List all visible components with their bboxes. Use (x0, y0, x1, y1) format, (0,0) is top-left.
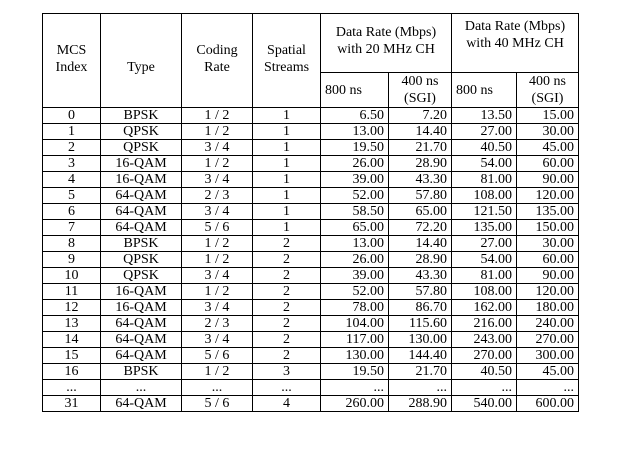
rate-40mhz-400ns-cell: 135.00 (517, 204, 579, 220)
mcs-index-cell: 8 (43, 236, 101, 252)
rate-20mhz-400ns-cell: 57.80 (389, 188, 452, 204)
rate-40mhz-400ns-cell: 45.00 (517, 364, 579, 380)
coding-rate-cell: 2 / 3 (182, 188, 253, 204)
rate-40mhz-400ns-cell: 600.00 (517, 396, 579, 412)
modulation-type-cell: 16-QAM (101, 156, 182, 172)
modulation-type-cell: 64-QAM (101, 396, 182, 412)
rate-40mhz-800ns-cell: 54.00 (452, 252, 517, 268)
coding-rate-cell: ... (182, 380, 253, 396)
coding-rate-cell: 1 / 2 (182, 252, 253, 268)
modulation-type-cell: 64-QAM (101, 220, 182, 236)
mcs-index-cell: 31 (43, 396, 101, 412)
modulation-type-cell: QPSK (101, 252, 182, 268)
mcs-index-cell: 12 (43, 300, 101, 316)
mcs-index-cell: ... (43, 380, 101, 396)
mcs-index-cell: 4 (43, 172, 101, 188)
rate-40mhz-800ns-cell: ... (452, 380, 517, 396)
rate-40mhz-400ns-cell: 180.00 (517, 300, 579, 316)
table-row (43, 172, 579, 188)
spatial-streams-cell: 2 (253, 236, 321, 252)
mcs-index-cell: 2 (43, 140, 101, 156)
rate-40mhz-800ns-cell: 162.00 (452, 300, 517, 316)
rate-40mhz-400ns-cell: 150.00 (517, 220, 579, 236)
rate-40mhz-800ns-cell: 108.00 (452, 188, 517, 204)
rate-20mhz-400ns-cell: 130.00 (389, 332, 452, 348)
header-spatial-streams: Spatial Streams (253, 14, 321, 108)
spatial-streams-cell: 2 (253, 332, 321, 348)
modulation-type-cell: 64-QAM (101, 204, 182, 220)
rate-20mhz-400ns-cell: 21.70 (389, 364, 452, 380)
rate-40mhz-800ns-cell: 13.50 (452, 108, 517, 124)
table-row (43, 348, 579, 364)
table-row (43, 220, 579, 236)
spatial-streams-cell: 1 (253, 156, 321, 172)
rate-40mhz-400ns-cell: 60.00 (517, 156, 579, 172)
modulation-type-cell: 64-QAM (101, 332, 182, 348)
header-row-top (43, 14, 579, 73)
coding-rate-cell: 3 / 4 (182, 172, 253, 188)
rate-20mhz-400ns-cell: 115.60 (389, 316, 452, 332)
spatial-streams-cell: 3 (253, 364, 321, 380)
spatial-streams-cell: 1 (253, 124, 321, 140)
table-row (43, 380, 579, 396)
rate-20mhz-800ns-cell: 65.00 (321, 220, 389, 236)
rate-20mhz-400ns-cell: ... (389, 380, 452, 396)
rate-40mhz-800ns-cell: 270.00 (452, 348, 517, 364)
table-row (43, 252, 579, 268)
table-row (43, 300, 579, 316)
header-group-20mhz: Data Rate (Mbps) with 20 MHz CH (321, 14, 452, 73)
spatial-streams-cell: 1 (253, 108, 321, 124)
rate-20mhz-400ns-cell: 57.80 (389, 284, 452, 300)
rate-20mhz-800ns-cell: 58.50 (321, 204, 389, 220)
modulation-type-cell: 16-QAM (101, 172, 182, 188)
mcs-index-cell: 9 (43, 252, 101, 268)
rate-20mhz-800ns-cell: 52.00 (321, 188, 389, 204)
table-row (43, 108, 579, 124)
spatial-streams-cell: ... (253, 380, 321, 396)
rate-20mhz-400ns-cell: 14.40 (389, 124, 452, 140)
rate-20mhz-400ns-cell: 86.70 (389, 300, 452, 316)
rate-20mhz-800ns-cell: 39.00 (321, 172, 389, 188)
header-coding-rate: Coding Rate (182, 14, 253, 108)
coding-rate-cell: 5 / 6 (182, 220, 253, 236)
modulation-type-cell: QPSK (101, 268, 182, 284)
modulation-type-cell: BPSK (101, 236, 182, 252)
table-row (43, 124, 579, 140)
header-group-40mhz: Data Rate (Mbps) with 40 MHz CH (452, 14, 579, 73)
mcs-index-cell: 15 (43, 348, 101, 364)
header-40mhz-800ns: 800 ns (452, 73, 517, 108)
table-row (43, 140, 579, 156)
modulation-type-cell: 64-QAM (101, 348, 182, 364)
rate-40mhz-400ns-cell: 90.00 (517, 268, 579, 284)
rate-40mhz-400ns-cell: ... (517, 380, 579, 396)
rate-20mhz-400ns-cell: 72.20 (389, 220, 452, 236)
rate-20mhz-800ns-cell: 26.00 (321, 252, 389, 268)
rate-20mhz-800ns-cell: 39.00 (321, 268, 389, 284)
rate-20mhz-800ns-cell: 26.00 (321, 156, 389, 172)
coding-rate-cell: 1 / 2 (182, 124, 253, 140)
rate-40mhz-800ns-cell: 108.00 (452, 284, 517, 300)
spatial-streams-cell: 2 (253, 348, 321, 364)
mcs-index-cell: 6 (43, 204, 101, 220)
rate-20mhz-400ns-cell: 43.30 (389, 268, 452, 284)
spatial-streams-cell: 1 (253, 172, 321, 188)
coding-rate-cell: 5 / 6 (182, 396, 253, 412)
rate-40mhz-800ns-cell: 121.50 (452, 204, 517, 220)
table-row (43, 204, 579, 220)
coding-rate-cell: 3 / 4 (182, 332, 253, 348)
rate-20mhz-800ns-cell: 6.50 (321, 108, 389, 124)
coding-rate-cell: 3 / 4 (182, 140, 253, 156)
table-row (43, 156, 579, 172)
rate-40mhz-800ns-cell: 243.00 (452, 332, 517, 348)
rate-20mhz-800ns-cell: 52.00 (321, 284, 389, 300)
rate-20mhz-800ns-cell: ... (321, 380, 389, 396)
rate-20mhz-400ns-cell: 65.00 (389, 204, 452, 220)
table-row (43, 188, 579, 204)
rate-20mhz-400ns-cell: 14.40 (389, 236, 452, 252)
spatial-streams-cell: 1 (253, 204, 321, 220)
rate-40mhz-800ns-cell: 81.00 (452, 172, 517, 188)
rate-40mhz-800ns-cell: 540.00 (452, 396, 517, 412)
coding-rate-cell: 1 / 2 (182, 108, 253, 124)
header-40mhz-400ns-sgi: 400 ns (SGI) (517, 73, 579, 108)
spatial-streams-cell: 4 (253, 396, 321, 412)
modulation-type-cell: 16-QAM (101, 284, 182, 300)
coding-rate-cell: 3 / 4 (182, 268, 253, 284)
rate-40mhz-400ns-cell: 45.00 (517, 140, 579, 156)
header-20mhz-400ns-sgi: 400 ns (SGI) (389, 73, 452, 108)
rate-40mhz-800ns-cell: 135.00 (452, 220, 517, 236)
table-row (43, 236, 579, 252)
rate-40mhz-400ns-cell: 270.00 (517, 332, 579, 348)
rate-20mhz-800ns-cell: 130.00 (321, 348, 389, 364)
rate-20mhz-800ns-cell: 78.00 (321, 300, 389, 316)
coding-rate-cell: 3 / 4 (182, 300, 253, 316)
modulation-type-cell: 64-QAM (101, 316, 182, 332)
rate-40mhz-400ns-cell: 30.00 (517, 236, 579, 252)
mcs-index-cell: 11 (43, 284, 101, 300)
rate-20mhz-400ns-cell: 21.70 (389, 140, 452, 156)
mcs-index-cell: 14 (43, 332, 101, 348)
modulation-type-cell: BPSK (101, 108, 182, 124)
rate-20mhz-400ns-cell: 7.20 (389, 108, 452, 124)
rate-20mhz-400ns-cell: 28.90 (389, 252, 452, 268)
rate-40mhz-400ns-cell: 300.00 (517, 348, 579, 364)
rate-40mhz-800ns-cell: 40.50 (452, 364, 517, 380)
rate-20mhz-800ns-cell: 117.00 (321, 332, 389, 348)
rate-40mhz-400ns-cell: 60.00 (517, 252, 579, 268)
table-body (43, 108, 579, 412)
rate-40mhz-800ns-cell: 27.00 (452, 124, 517, 140)
coding-rate-cell: 2 / 3 (182, 316, 253, 332)
mcs-index-cell: 16 (43, 364, 101, 380)
spatial-streams-cell: 2 (253, 300, 321, 316)
modulation-type-cell: QPSK (101, 140, 182, 156)
rate-20mhz-400ns-cell: 43.30 (389, 172, 452, 188)
spatial-streams-cell: 1 (253, 220, 321, 236)
modulation-type-cell: 16-QAM (101, 300, 182, 316)
table-row (43, 396, 579, 412)
mcs-index-cell: 10 (43, 268, 101, 284)
spatial-streams-cell: 2 (253, 316, 321, 332)
rate-40mhz-400ns-cell: 240.00 (517, 316, 579, 332)
table-row (43, 364, 579, 380)
table-row (43, 284, 579, 300)
header-type: Type (101, 14, 182, 108)
mcs-index-cell: 13 (43, 316, 101, 332)
table-row (43, 268, 579, 284)
table-row (43, 316, 579, 332)
spatial-streams-cell: 1 (253, 140, 321, 156)
coding-rate-cell: 1 / 2 (182, 156, 253, 172)
header-20mhz-800ns: 800 ns (321, 73, 389, 108)
modulation-type-cell: QPSK (101, 124, 182, 140)
modulation-type-cell: BPSK (101, 364, 182, 380)
modulation-type-cell: ... (101, 380, 182, 396)
rate-20mhz-400ns-cell: 28.90 (389, 156, 452, 172)
rate-40mhz-800ns-cell: 54.00 (452, 156, 517, 172)
spatial-streams-cell: 2 (253, 268, 321, 284)
rate-20mhz-800ns-cell: 19.50 (321, 140, 389, 156)
mcs-index-cell: 1 (43, 124, 101, 140)
table-row (43, 332, 579, 348)
rate-40mhz-400ns-cell: 90.00 (517, 172, 579, 188)
rate-20mhz-400ns-cell: 144.40 (389, 348, 452, 364)
coding-rate-cell: 3 / 4 (182, 204, 253, 220)
rate-40mhz-800ns-cell: 27.00 (452, 236, 517, 252)
rate-40mhz-400ns-cell: 15.00 (517, 108, 579, 124)
mcs-index-cell: 0 (43, 108, 101, 124)
header-mcs-index: MCS Index (43, 14, 101, 108)
rate-20mhz-800ns-cell: 260.00 (321, 396, 389, 412)
rate-20mhz-400ns-cell: 288.90 (389, 396, 452, 412)
spatial-streams-cell: 1 (253, 188, 321, 204)
coding-rate-cell: 1 / 2 (182, 236, 253, 252)
modulation-type-cell: 64-QAM (101, 188, 182, 204)
rate-20mhz-800ns-cell: 13.00 (321, 124, 389, 140)
spatial-streams-cell: 2 (253, 252, 321, 268)
rate-40mhz-400ns-cell: 120.00 (517, 284, 579, 300)
rate-20mhz-800ns-cell: 19.50 (321, 364, 389, 380)
rate-40mhz-800ns-cell: 40.50 (452, 140, 517, 156)
rate-40mhz-800ns-cell: 216.00 (452, 316, 517, 332)
mcs-index-cell: 5 (43, 188, 101, 204)
rate-20mhz-800ns-cell: 13.00 (321, 236, 389, 252)
spatial-streams-cell: 2 (253, 284, 321, 300)
mcs-index-cell: 3 (43, 156, 101, 172)
rate-20mhz-800ns-cell: 104.00 (321, 316, 389, 332)
coding-rate-cell: 1 / 2 (182, 284, 253, 300)
rate-40mhz-800ns-cell: 81.00 (452, 268, 517, 284)
coding-rate-cell: 1 / 2 (182, 364, 253, 380)
coding-rate-cell: 5 / 6 (182, 348, 253, 364)
rate-40mhz-400ns-cell: 30.00 (517, 124, 579, 140)
mcs-data-rate-table (42, 13, 579, 412)
mcs-index-cell: 7 (43, 220, 101, 236)
rate-40mhz-400ns-cell: 120.00 (517, 188, 579, 204)
